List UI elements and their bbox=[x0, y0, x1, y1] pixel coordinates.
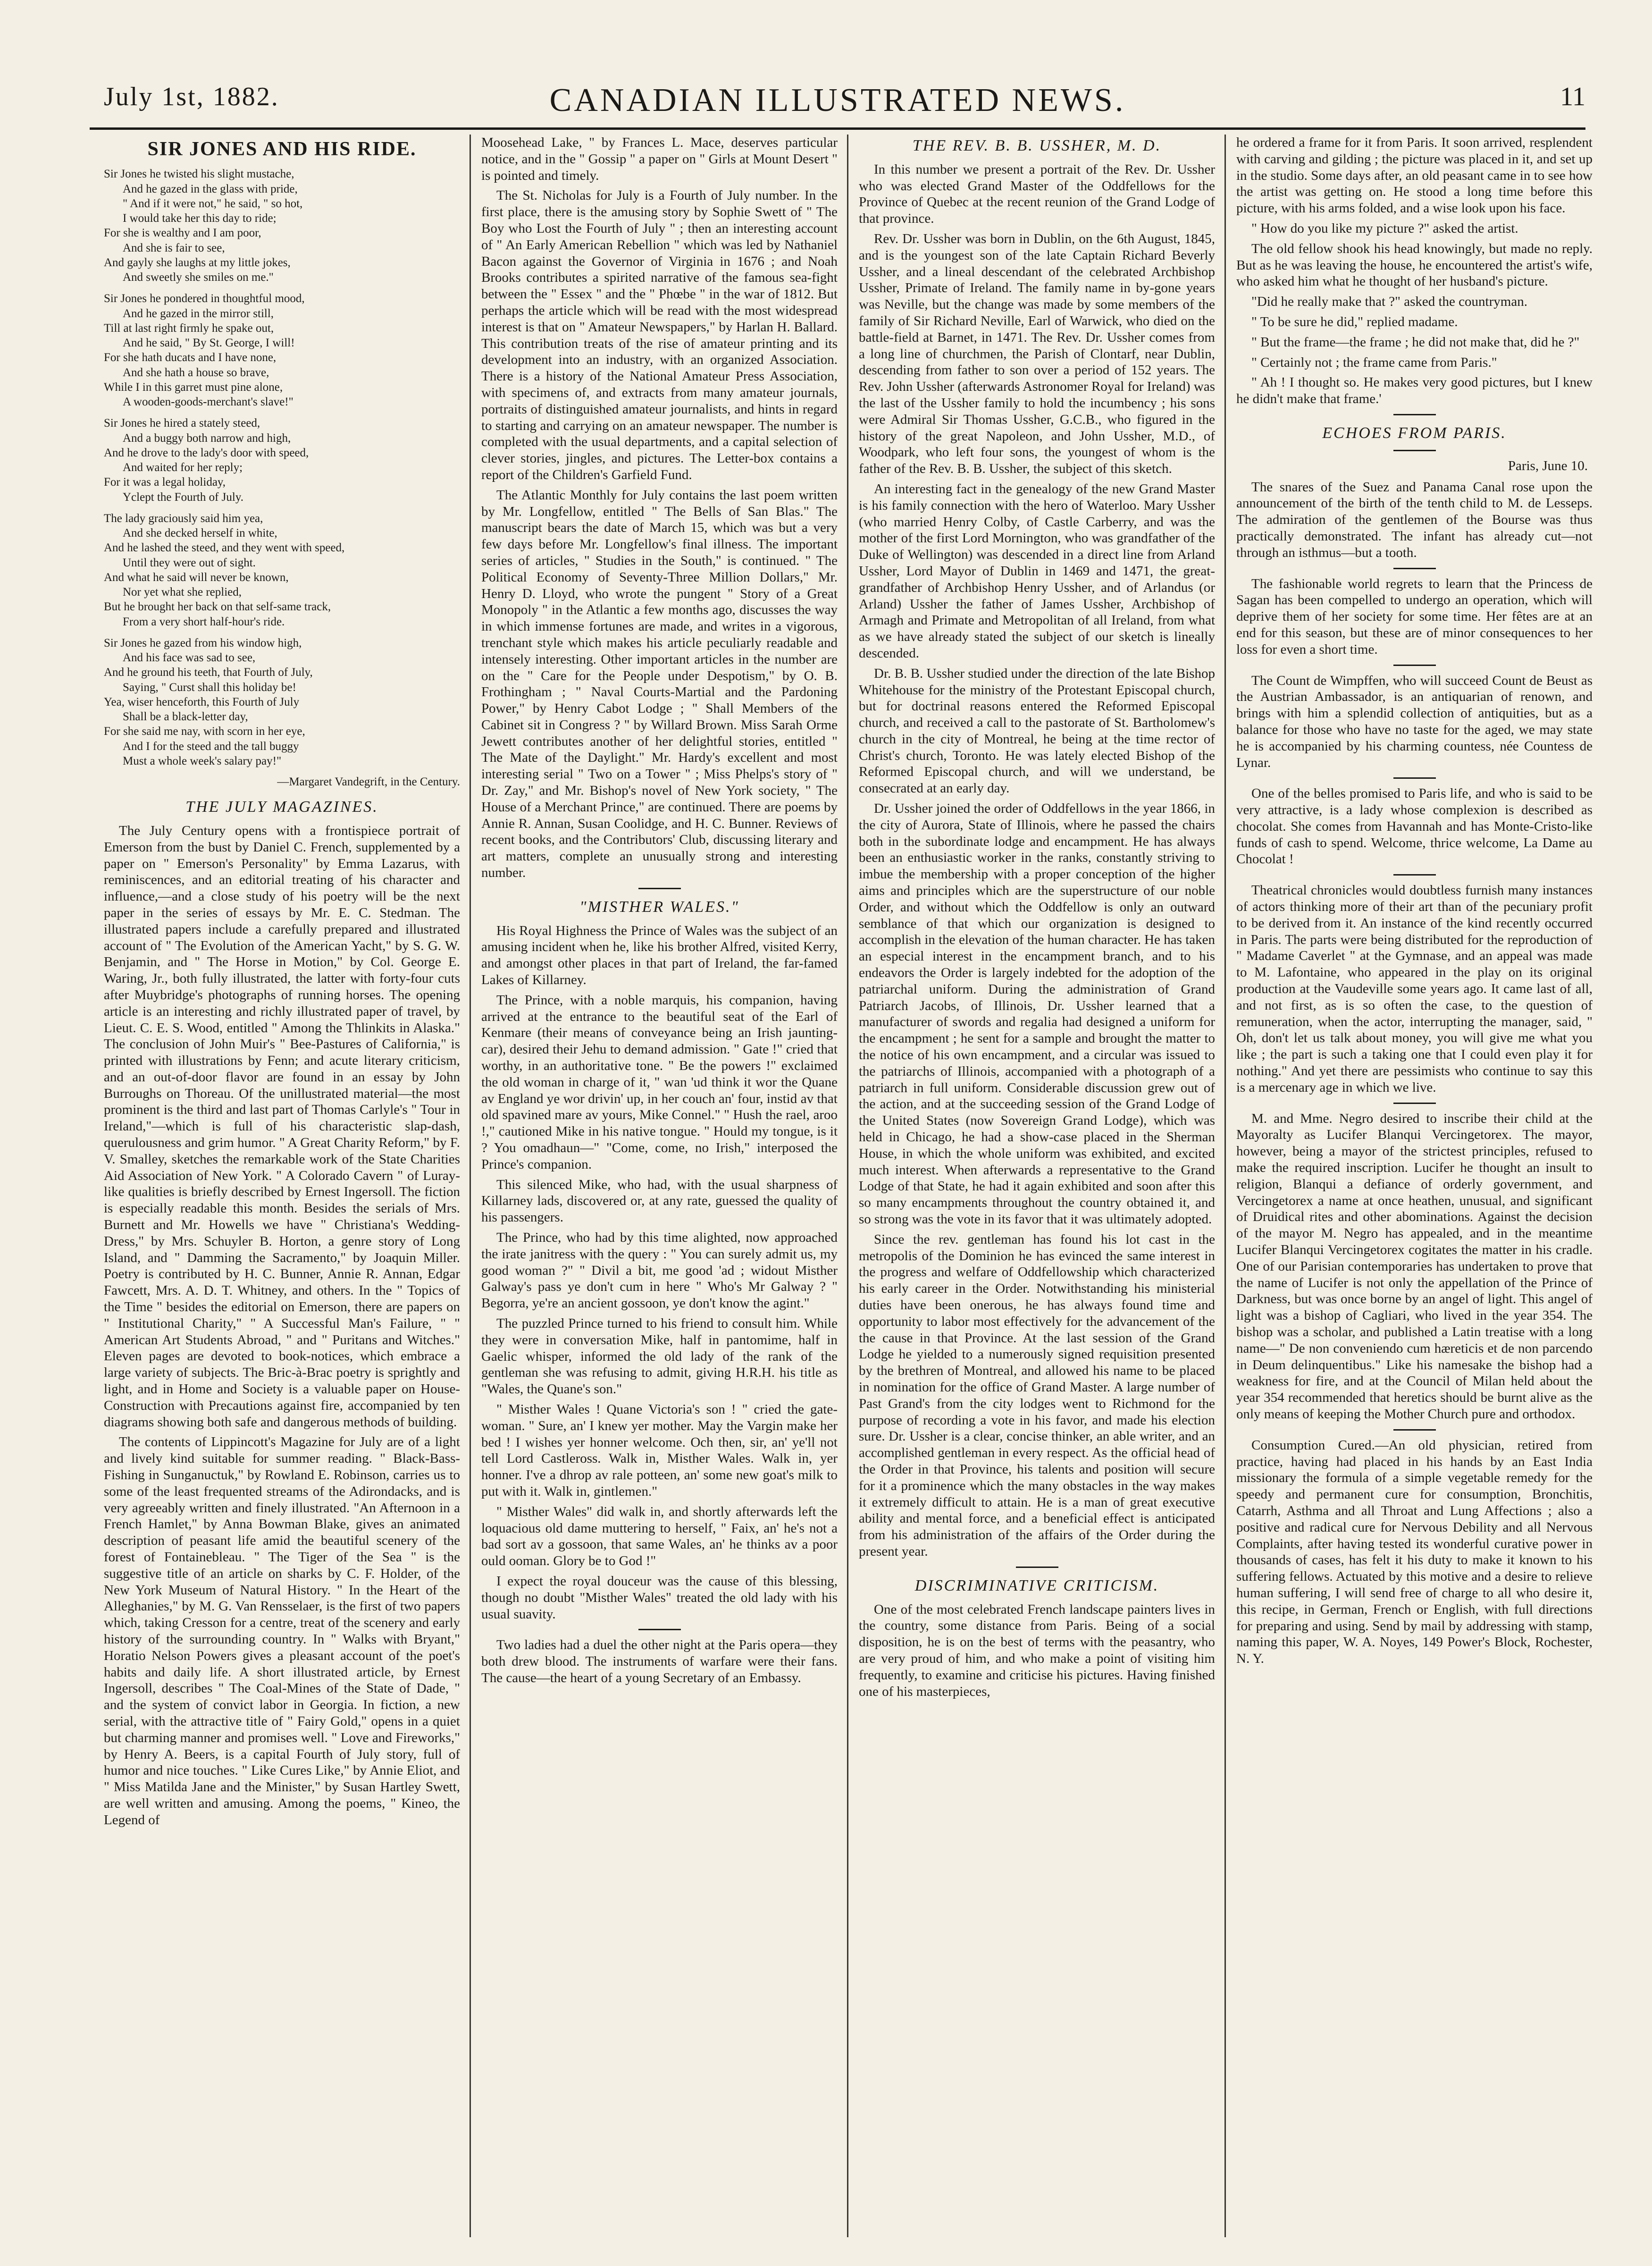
column-4 bbox=[1236, 135, 1593, 2240]
article-title: "MISTHER WALES." bbox=[579, 898, 739, 916]
newspaper-title: CANADIAN ILLUSTRATED NEWS. bbox=[549, 82, 1126, 118]
poem-line: And she decked herself in white, bbox=[123, 527, 277, 540]
advertisement: Consumption Cured.—An old physician, retired from practice, having had placed in his hands by an East India missionary the formula of a simple vegetable remedy for the speedy and permanent cure for consumption, Bronchitis, Catarrh, Asthma and all Throat and Lung Affections ; also a positive and radical cure for Nervous Debility and all Nervous Complaints, after having tested its wonderful curative power in thousands of cases, has felt it his duty to make it known to his suffering fellows. Actuated by this motive and a desire to relieve human suffering, I will send free of charge to all who desire it, this recipe, in German, French or English, with full directions for preparing and using. Send by mail by addressing with stamp, naming this paper, W. A. Noyes, 149 Power's Block, Rochester, N. Y. bbox=[1236, 1437, 1593, 1667]
article-paragraph: " How do you like my picture ?" asked the artist. bbox=[1251, 220, 1518, 236]
poem-stanza bbox=[104, 291, 460, 409]
article-paragraph: The snares of the Suez and Panama Canal rose upon the announcement of the birth of the tenth child to M. de Lesseps. The admiration of the gentlemen of the Bourse was thus practically demonstrated. The infant has already cut—not through an isthmus—but a tooth. bbox=[1236, 479, 1593, 560]
article-paragraph: I expect the royal douceur was the cause of this blessing, though no doubt "Misther Wales" treated the old lady with his usual suavity. bbox=[481, 1573, 838, 1622]
column-divider bbox=[847, 135, 848, 2237]
issue-date: July 1st, 1882. bbox=[104, 82, 279, 111]
article-paragraph: " To be sure he did," replied madame. bbox=[1251, 314, 1458, 329]
poem-line: And he said, " By St. George, I will! bbox=[123, 337, 295, 350]
poem-line: For she is wealthy and I am poor, bbox=[104, 227, 261, 240]
article-title: THE JULY MAGAZINES. bbox=[185, 798, 378, 816]
poem-line: And what he said will never be known, bbox=[104, 571, 289, 584]
poem-stanza bbox=[104, 416, 460, 505]
column-divider bbox=[1224, 135, 1226, 2237]
poem-line: For she hath ducats and I have none, bbox=[104, 351, 277, 364]
article-paragraph: Theatrical chronicles would doubtless furnish many instances of actors thinking more of their art than of the pecuniary profit to be derived from it. An instance of the kind recently occurred in Paris. The parts were being distributed for the reproduction of " Madame Caverlet " at the Gymnase, and an appeal was made to M. Lafontaine, who appeared in the play on its original production at the Vaudeville some years ago. It came last of all, and not first, as is so often the case, to the question of remuneration, when the actor, interrupting the manager, said, " Oh, don't let us talk about money, you will give me what you like ; the part is such a taking one that I could even play it for nothing." And yet there are pessimists who continue to say this is a mercenary age in which we live. bbox=[1236, 883, 1593, 1095]
poem-line: Sir Jones he twisted his slight mustache, bbox=[104, 168, 294, 181]
poem-line: Sir Jones he hired a stately steed, bbox=[104, 417, 260, 430]
poem-line: And he ground his teeth, that Fourth of July, bbox=[104, 666, 313, 679]
poem-line: Shall be a black-letter day, bbox=[123, 710, 248, 724]
poem-line: And he gazed in the glass with pride, bbox=[123, 182, 298, 195]
article-title: ECHOES FROM PARIS. bbox=[1322, 424, 1507, 442]
poem-line: Till at last right firmly he spake out, bbox=[104, 321, 274, 335]
article-paragraph: Rev. Dr. Ussher was born in Dublin, on the 6th August, 1845, and is the youngest son of the late Captain Richard Beverly Ussher, and a lineal descendant of the celebrated Archbishop Ussher, Primate of Ireland. The family name in by-gone years was Neville, but the change was made by some members of the family of Sir Richard Neville, Earl of Warwick, who died on the battle-field at Barnet, in 1471. The Rev. Dr. Ussher comes from a long line of churchmen, the Parish of Clontarf, near Dublin, descending from father to son over a period of 152 years. The Rev. John Ussher (afterwards Astronomer Royal for Ireland) was the last of the Ussher family to hold the incumbency ; his sons were Admiral Sir Thomas Ussher, G.C.B., who figured in the history of the great Napoleon, and John Ussher, M.D., of Woodpark, who left four sons, the youngest of whom is the father of the Rev. B. B. Ussher, the subject of this sketch. bbox=[859, 231, 1215, 477]
poem-line: The lady graciously said him yea, bbox=[104, 512, 263, 525]
poem-stanza bbox=[104, 636, 460, 768]
article-paragraph: Dr. Ussher joined the order of Oddfellows in the year 1866, in the city of Aurora, State of Illinois, where he passed the chairs both in the subordinate lodge and encampment. He has always been an enthusiastic worker in the ranks, constantly striving to imbue the membership with a proper conception of the higher aims and principles which are the superstructure of our noble Order, and without which the Oddfellow is only an outward semblance of that which our organization is designed to accomplish in the elevation of the human character. He has taken an especial interest in the encampment branch, and to his endeavors the Order is largely indebted for the adoption of the patriarchal uniform. During the administration of Grand Patriarch Jacobs, of Illinois, Dr. Ussher learned that a manufacturer of swords and regalia had designed a uniform for the encampment ; he sent for a sample and brought the matter to the notice of his own encampment, and a circular was issued to the patriarchs of Illinois, accompanied with a photograph of a patriarch in full uniform. Considerable discussion grew out of the action, and at the succeeding session of the Grand Lodge of the United States (now Sovereign Grand Lodge), which was held in Chicago, he had a show-case placed in the Sherman House, in which the whole uniform was exhibited, and excited much interest. When afterwards a representative to the Grand Lodge of that State, he had it again exhibited and soon after this so many encampments throughout the country obtained it, and so strong was the vote in its favor that it was ultimately adopted. bbox=[859, 801, 1215, 1227]
section-divider bbox=[638, 888, 681, 889]
poem-line: " And if it were not," he said, " so hot, bbox=[123, 197, 303, 210]
article-paragraph: " Ah ! I thought so. He makes very good pictures, but I knew he didn't make that frame.' bbox=[1236, 375, 1593, 407]
poem bbox=[104, 167, 460, 768]
poem-line: Sir Jones he pondered in thoughtful mood, bbox=[104, 292, 305, 305]
masthead bbox=[90, 73, 1585, 130]
masthead-rule bbox=[90, 127, 1585, 130]
poem-line: And his face was sad to see, bbox=[123, 651, 256, 665]
poem-line: For she said me nay, with scorn in her eye, bbox=[104, 725, 305, 738]
article-title: DISCRIMINATIVE CRITICISM. bbox=[914, 1576, 1159, 1594]
article-paragraph: The Prince, with a noble marquis, his companion, having arrived at the entrance to the beautiful seat of the Earl of Kenmare (their means of conveyance being an Irish jaunting-car), desired their Jehu to demand admission. " Gate !" cried that worthy, in an authoritative tone. " Be the powers !" exclaimed the old woman in charge of it, " wan 'ud think it wor the Quane av England ye wor drivin' up, in her couch an' four, instid av that old spavined mare av yours, Mike Connel." " Hush the rael, aroo !," cautioned Mike in his native tongue. " Hould my tongue, is it ? You omadhaun—" "Come, come, no Irish," interposed the Prince's companion. bbox=[481, 992, 838, 1172]
poem-line: Yclept the Fourth of July. bbox=[123, 490, 243, 504]
poem-line: A wooden-goods-merchant's slave!" bbox=[123, 396, 294, 409]
poem-line: And he gazed in the mirror still, bbox=[123, 307, 274, 320]
poem-attribution: —Margaret Vandegrift, in the Century. bbox=[277, 775, 460, 789]
poem-line: I would take her this day to ride; bbox=[123, 212, 277, 225]
section-divider bbox=[1393, 665, 1436, 666]
article-paragraph: The contents of Lippincott's Magazine for July are of a light and lively kind suitable for summer reading. " Black-Bass-Fishing in Sunganuctuk," by Rowland E. Robinson, carries us to some of the least frequented streams of the Adirondacks, and is very agreeably written and finely illustrated. "An Afternoon in a French Hamlet," by Anna Bowman Blake, gives an animated description of peasant life amid the beautiful scenery of the forest of Fontainebleau. " The Tiger of the Sea " is the suggestive title of an article on sharks by C. F. Holder, of the New York Museum of Natural History. " In the Heart of the Alleghanies," by M. G. Van Rensselaer, is the first of two papers which, taking Cresson for a centre, treat of the scenery and early history of the surrounding country. In " Walks with Bryant," Horatio Nelson Powers gives a pleasant account of the poet's habits and daily life. A short illustrated article, by Ernest Ingersoll, describes " The Coal-Mines of the State of Dade, " and the system of convict labor in Georgia. In fiction, a new serial, with the attractive title of " Fairy Gold," opens in a quiet but charming manner and promises well. " Love and Fireworks," by Henry A. Beers, is a capital Fourth of July story, full of humor and nice touches. " Like Cures Like," by Annie Eliot, and " Miss Matilda Jane and the Minister," by Susan Hartley Swett, are well written and amusing. Among the poems, " Kineo, the Legend of bbox=[104, 1434, 460, 1828]
poem-line: And gayly she laughs at my little jokes, bbox=[104, 256, 291, 269]
poem-stanza bbox=[104, 167, 460, 285]
poem-line: Yea, wiser henceforth, this Fourth of July bbox=[104, 695, 300, 708]
poem-line: And he lashed the steed, and they went with speed, bbox=[104, 541, 345, 555]
article-paragraph: " Misther Wales ! Quane Victoria's son ! " cried the gate-woman. " Sure, an' I knew yer mother. May the Vargin make her bed ! I wishes yer honner welcome. Och then, sir, an' ye'll not tell Lord Castleross. Walk in, Misther Wales. Walk in, yer honner. I've a dhrop av rale potteen, an' some new goat's milk to put with it. Walk in, gintlemen." bbox=[481, 1401, 838, 1499]
article-paragraph: M. and Mme. Negro desired to inscribe their child at the Mayoralty as Lucifer Blanqui Vercingetorex. The mayor, however, being a mayor of the strictest principles, refused to make the required inscription. Lucifer he thought an insult to religion, Blanqui a defiance of orderly government, and Vercingetorex a name at once heathen, unusual, and significant of Druidical rites and other abominations. Against the decision of the mayor M. Negro has appealed, and in the meantime Lucifer Blanqui Vercingetorex cogitates the matter in his cradle. One of our Parisian contemporaries has undertaken to prove that the name of Lucifer is not only the appellation of the Prince of Darkness, but was once borne by an angel of light. This angel of light was a bishop of Cagliari, who lived in the year 354. The bishop was a scholar, and published a Latin treatise with a long name—" De non conveniendo cum hæreticis et de non parcendo in Deum delinquentibus." Like his namesake the bishop had a weakness for fire, and at the Council of Milan held about the year 354 recommended that heretics should be burnt alive as the only means of keeping the Mother Church pure and orthodox. bbox=[1236, 1111, 1593, 1422]
article-paragraph: Dr. B. B. Ussher studied under the direction of the late Bishop Whitehouse for the ministry of the Protestant Episcopal church, but for doctrinal reasons entered the Reformed Episcopal church, and received a call to the pastorate of St. Bartholomew's church in the city of Montreal, he being at the time rector of Christ's church, Toronto. He was lately elected Bishop of the Reformed Episcopal church, and will we understand, be consecrated at an early day. bbox=[859, 665, 1215, 796]
article-paragraph: " Certainly not ; the frame came from Paris." bbox=[1251, 354, 1497, 370]
poem-line: For it was a legal holiday, bbox=[104, 476, 226, 489]
article-paragraph: The puzzled Prince turned to his friend to consult him. While they were in conversation Mike, half in pantomime, half in Gaelic whisper, informed the old lady of the rank of the gentleman she was refusing to admit, giving H.R.H. his title as "Wales, the Quane's son." bbox=[481, 1315, 838, 1397]
article-paragraph: " But the frame—the frame ; he did not make that, did he ?" bbox=[1251, 334, 1580, 350]
section-divider bbox=[1016, 1567, 1058, 1568]
article-paragraph: An interesting fact in the genealogy of the new Grand Master is his family connection with the hero of Waterloo. Mary Ussher (who married Henry Colby, of Castle Carberry, and was the mother of the first Lord Mornington, who was grandfather of the Duke of Wellington) was descended in a direct line from Arland Ussher, Lord Mayor of Dublin in 1469 and 1471, the great-grandfather of Archbishop Henry Ussher, and of Arlandus (or Arland) Ussher the father of James Ussher, Archbishop of Armagh and Primate and Metropolitan of all Ireland, from what as we have already stated the subject of our sketch is lineally descended. bbox=[859, 481, 1215, 661]
article-paragraph: The Atlantic Monthly for July contains the last poem written by Mr. Longfellow, entitled " The Bells of San Blas." The manuscript bears the date of March 15, which was but a very few days before Mr. Longfellow's final illness. The important series of articles, " Studies in the South," is continued. " The Political Economy of Seventy-Three Million Dollars," Mr. Henry D. Lloyd, who wrote the pungent " Story of a Great Monopoly " in the Atlantic a few months ago, discusses the way in which immense fortunes are made, and writes in a vigorous, trenchant style which makes his article peculiarly readable and intensely interesting. Other important articles in the number are on the " Care for the People under Despotism," by O. B. Frothingham ; " Naval Courts-Martial and the Pardoning Power," by Henry Cabot Lodge ; " Shall Members of the Cabinet sit in Congress ? " by Willard Brown. Miss Sarah Orme Jewett contributes another of her delightful stories, entitled " The Mate of the Daylight." Mr. Hardy's excellent and most interesting serial " Two on a Tower " ; Miss Phelps's story of " Dr. Zay," and Mr. Bishop's novel of New York society, " The House of a Merchant Prince," are continued. There are poems by Annie R. Annan, Susan Coolidge, and H. C. Bunner. Reviews of recent books, and the Contributors' Club, discussing literary and art matters, complete an unusually strong and interesting number. bbox=[481, 487, 838, 881]
poem-line: And I for the steed and the tall buggy bbox=[123, 740, 299, 753]
article-title: THE REV. B. B. USSHER, M. D. bbox=[912, 137, 1162, 154]
poem-line: But he brought her back on that self-same track, bbox=[104, 600, 331, 614]
dateline: Paris, June 10. bbox=[1508, 458, 1588, 473]
section-divider bbox=[1393, 1103, 1436, 1104]
poem-line: Saying, " Curst shall this holiday be! bbox=[123, 681, 296, 694]
poem-stanza bbox=[104, 511, 460, 629]
article-paragraph: The old fellow shook his head knowingly, but made no reply. But as he was leaving the house, he encountered the artist's wife, who asked him what he thought of her husband's picture. bbox=[1236, 241, 1593, 289]
poem-line: And he drove to the lady's door with speed, bbox=[104, 446, 309, 459]
section-divider bbox=[638, 1629, 681, 1630]
poem-line: And she hath a house so brave, bbox=[123, 366, 269, 379]
poem-line: And waited for her reply; bbox=[123, 461, 243, 474]
poem-title: SIR JONES AND HIS RIDE. bbox=[147, 138, 417, 160]
article-paragraph: One of the belles promised to Paris life, and who is said to be very attractive, is a lady whose complexion is described as chocolat. She comes from Havannah and has Monte-Cristo-like funds of cash to spend. Welcome, thrice welcome, La Dame au Chocolat ! bbox=[1236, 786, 1593, 867]
column-3 bbox=[859, 135, 1215, 2240]
poem-line: Sir Jones he gazed from his window high, bbox=[104, 636, 302, 649]
article-paragraph: The fashionable world regrets to learn that the Princess de Sagan has been compelled to undergo an operation, which will deprive them of her society for some time. Her fêtes are at an end for this season, but these are of minor consequences to her loss for even a short time. bbox=[1236, 576, 1593, 657]
article-paragraph: His Royal Highness the Prince of Wales was the subject of an amusing incident when he, like his brother Alfred, visited Kerry, and amongst other places in that part of Ireland, the far-famed Lakes of Killarney. bbox=[481, 923, 838, 988]
article-paragraph: he ordered a frame for it from Paris. It soon arrived, resplendent with carving and gilding ; the picture was placed in it, and set up in the studio. Some days after, an old peasant came in to see how the artist was getting on. He stood a long time before this picture, with his arms folded, and a wise look upon his face. bbox=[1236, 135, 1593, 216]
column-1 bbox=[104, 135, 460, 2240]
section-divider bbox=[1393, 874, 1436, 876]
article-paragraph: One of the most celebrated French landscape painters lives in the country, some distance from Paris. Being of a social disposition, he is on the best of terms with the peasantry, who are very proud of him, and who make a point of visiting him frequently, to examine and criticise his pictures. Having finished one of his masterpieces, bbox=[859, 1601, 1215, 1699]
page-number: 11 bbox=[1560, 82, 1585, 111]
article-paragraph: The Count de Wimpffen, who will succeed Count de Beust as the Austrian Ambassador, is an antiquarian of renown, and brings with him a splendid collection of antiquities, but as a balance for those who have no taste for the aged, we may state he is accompanied by his charming countess, née Countess de Lynar. bbox=[1236, 673, 1593, 770]
article-paragraph: " Misther Wales" did walk in, and shortly afterwards left the loquacious old dame muttering to herself, " Faix, an' he's not a bad sort av a gossoon, that same Wales, an' he thinks av a poor ould ooman. Glory be to God !" bbox=[481, 1504, 838, 1569]
article-paragraph: This silenced Mike, who had, with the usual sharpness of Killarney lads, discovered or, at any rate, guessed the quality of his passengers. bbox=[481, 1177, 838, 1225]
section-divider bbox=[1393, 1429, 1436, 1431]
article-paragraph: The Prince, who had by this time alighted, now approached the irate janitress with the query : " You can surely admit us, my good woman ?" " Divil a bit, me good 'ad ; widout Misther Galway's pass ye don't cum in here " Who's Mr Galway ? " Begorra, ye're an ancient gossoon, ye don't know the agint." bbox=[481, 1230, 838, 1311]
article-paragraph: The July Century opens with a frontispiece portrait of Emerson from the bust by Daniel C. French, supplemented by a paper on " Emerson's Personality" by Emma Lazarus, with reminiscences, and an editorial treating of his character and influence,—and a close study of his poetry will be the next paper in the series of essays by Mr. E. C. Stedman. The illustrated papers include a carefully prepared and illustrated account of " The Evolution of the American Yacht," by S. G. W. Benjamin, and " The Horse in Motion," by Col. George E. Waring, Jr., both fully illustrated, the latter with forty-four cuts after Muybridge's photographs of running horses. The opening article is an interesting and richly illustrated paper of travel, by Lieut. C. E. S. Wood, entitled " Among the Thlinkits in Alaska." The conclusion of John Muir's " Bee-Pastures of California," is printed with illustrations by Fenn; and acute literary criticism, and an out-of-door flavor are found in an essay by John Burroughs on Thoreau. Of the unillustrated material—the most prominent is the third and last part of Thomas Carlyle's " Tour in Ireland,"—which is full of his characteristic slap-dash, querulousness and grim humor. " A Great Charity Reform," by F. V. Smalley, sketches the remarkable work of the State Charities Aid Association of New York. " A Colorado Cavern " of Luray-like qualities is briefly described by Ernest Ingersoll. The fiction is especially readable this month. Besides the serials of Mrs. Burnett and Mr. Howells we have " Christiana's Wedding-Dress," by Mrs. Schuyler B. Horton, a genre story of Long Island, and " Damming the Sacramento," by Joaquin Miller. Poetry is contributed by H. C. Bunner, Annie R. Annan, Edgar Fawcett, Mrs. A. D. T. Whitney, and others. In the " Topics of the Time " besides the editorial on Emerson, there are papers on " Institutional Charity," " A Successful Man's Failure, " " American Art Students Abroad, " and " Puritans and Witches." Eleven pages are devoted to book-notices, which embrace a large variety of subjects. The Bric-à-Brac poetry is sprightly and light, and in Home and Society is a valuable paper on House-Construction with Precautions against fire, accompanied by ten diagrams showing both safe and dangerous methods of building. bbox=[104, 823, 460, 1430]
section-divider bbox=[1393, 414, 1436, 415]
poem-line: Must a whole week's salary pay!" bbox=[123, 754, 282, 767]
article-paragraph: In this number we present a portrait of the Rev. Dr. Ussher who was elected Grand Master of the Oddfellows for the Province of Quebec at the recent reunion of the Grand Lodge of that province. bbox=[859, 161, 1215, 227]
section-divider bbox=[1393, 777, 1436, 779]
article-paragraph: Two ladies had a duel the other night at the Paris opera—they both drew blood. The instruments of warfare were their fans. The cause—the heart of a young Secretary of an Embassy. bbox=[481, 1637, 838, 1685]
poem-line: Until they were out of sight. bbox=[123, 556, 256, 569]
poem-line: While I in this garret must pine alone, bbox=[104, 380, 283, 394]
poem-line: And she is fair to see, bbox=[123, 241, 225, 254]
poem-line: And a buggy both narrow and high, bbox=[123, 431, 291, 445]
article-paragraph: Since the rev. gentleman has found his lot cast in the metropolis of the Dominion he has evinced the same interest in the progress and welfare of Oddfellowship which characterized his early career in the Order. Notwithstanding his ministerial duties have been onerous, he has always found time and opportunity to labor most effectively for the advancement of the the cause in that Province. At the last session of the Grand Lodge he yielded to a numerously signed requisition presented by the brethren of Montreal, and allowed his name to be placed in nomination for the office of Grand Master. A large number of Past Grand's from the city lodges went to Richmond for the purpose of recording a vote in his favor, and made his election sure. Dr. Ussher is a clear, concise thinker, an able writer, and an accomplished gentleman in every respect. As the official head of the Order in that Province, his talents and position will secure for it a prominence which the many obstacles in the way makes it extremely difficult to attain. He is a man of great executive ability and mental force, and a beneficial effect is anticipated from his administration of the affairs of the Order during the present year. bbox=[859, 1231, 1215, 1559]
poem-line: Nor yet what she replied, bbox=[123, 586, 242, 599]
column-2 bbox=[481, 135, 838, 2240]
column-divider bbox=[470, 135, 471, 2237]
article-paragraph: "Did he really make that ?" asked the countryman. bbox=[1251, 294, 1527, 310]
section-divider bbox=[1393, 450, 1436, 451]
article-paragraph: Moosehead Lake, " by Frances L. Mace, deserves particular notice, and in the " Gossip " a paper on " Girls at Mount Desert " is pointed and timely. bbox=[481, 135, 838, 183]
section-divider bbox=[1393, 568, 1436, 569]
poem-line: From a very short half-hour's ride. bbox=[123, 615, 285, 628]
article-paragraph: The St. Nicholas for July is a Fourth of July number. In the first place, there is the amusing story by Sophie Swett of " The Boy who Lost the Fourth of July " ; then an interesting account of " An Early American Rebellion " which was led by Nathaniel Bacon against the Governor of Virginia in 1676 ; and Noah Brooks contributes a spirited narrative of the famous sea-fight between the " Essex " and the " Phœbe " in the war of 1812. But perhaps the article which will be read with the most widespread interest is that on " Amateur Newspapers," by Harlan H. Ballard. This contribution treats of the rise of amateur printing and its development into an industry, with an organized Association. There is a history of the National Amateur Press Association, with specimens of, and extracts from many amateur journals, portraits of distinguished amateur journalists, and hints in regard to starting and carrying on an amateur newspaper. The number is completed with the usual departments, and a capital selection of clever stories, jingles, and pictures. The Letter-box contains a report of the Children's Garfield Fund. bbox=[481, 188, 838, 482]
poem-line: And sweetly she smiles on me." bbox=[123, 271, 274, 284]
